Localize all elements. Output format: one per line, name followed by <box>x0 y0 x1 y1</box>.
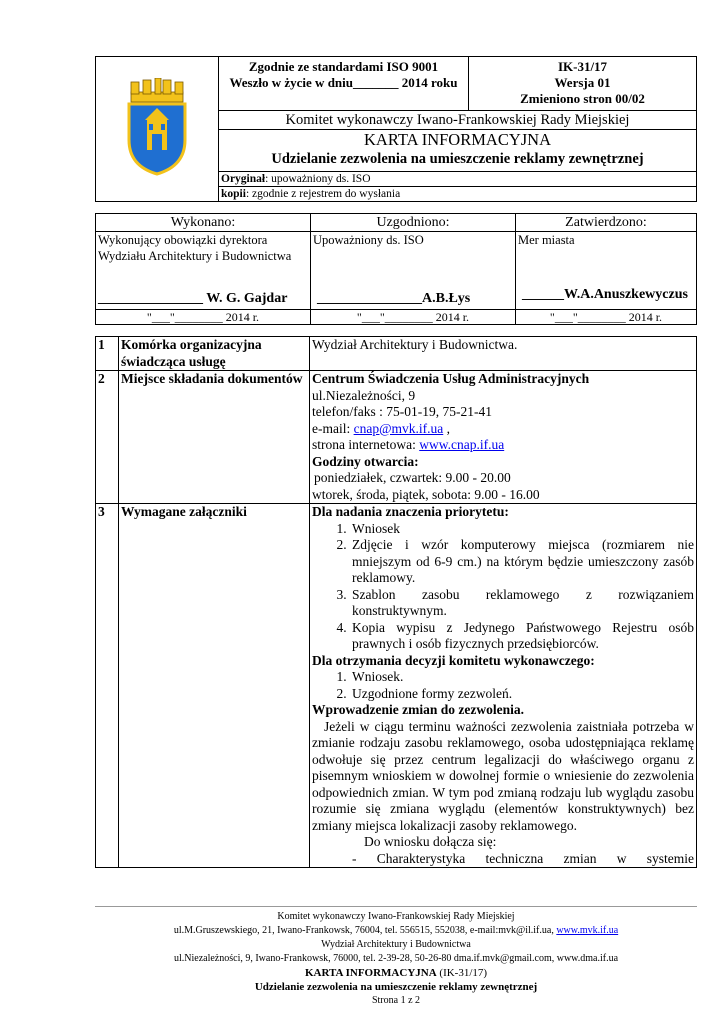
list-item: 1. Wniosek. <box>350 669 694 686</box>
row-number: 2 <box>96 371 119 504</box>
agreed-cell <box>311 232 516 310</box>
doc-changed: Zmieniono stron 00/02 <box>520 91 645 106</box>
agreed-signature: _______________A.B.Łys <box>317 291 471 306</box>
center-address: ul.Niezależności, 9 <box>312 387 416 403</box>
page-footer <box>95 906 697 1008</box>
center-name: Centrum Świadczenia Usług Administracyjnych <box>312 371 590 386</box>
info-table <box>95 336 697 868</box>
row-content: Wydział Architektury i Budownictwa. <box>310 337 697 371</box>
approved-head: Zatwierdzono: <box>516 214 697 232</box>
approved-role: Mer miasta <box>518 233 575 247</box>
changes-text: Jeżeli w ciągu terminu ważności zezwolenia zaistniała potrzeba w zmianie rodzaju zasobu reklamowego, osoba udostępniająca reklamę odwołuje się przez centrum legalizacji do właściwego organu z pisemnym wnioskiem w dowolnej formie o wniesienie do zezwolenia odpowiednich zmian. W tym pod zmianą rodzaju lub wyglądu zasobu rozumie się zmiana wyglądu (elementów konstruktywnych) bez zmiany miejsca lokalizacji zasoby reklamowego. <box>312 718 694 833</box>
iso-line-1: Zgodnie ze standardami ISO 9001 <box>248 59 439 74</box>
code-cell <box>469 57 697 111</box>
executed-date: "___"________ 2014 r. <box>96 310 311 325</box>
row-content <box>310 504 697 868</box>
iso-cell <box>219 57 469 111</box>
attach-item: - Charakterystyka techniczna zmian w systemie <box>352 850 694 866</box>
doc-code: IK-31/17 <box>557 59 608 74</box>
list-item: 2. Zdjęcie i wzór komputerowy miejsca (rozmiarem nie mniejszym od 6-9 cm.) na którym będzie umieszczony zasób reklamowy. <box>350 537 694 587</box>
hours-line-1: poniedziałek, czwartek: 9.00 - 20.00 <box>314 470 511 485</box>
web-link[interactable]: www.cnap.if.ua <box>419 437 505 452</box>
approved-cell <box>516 232 697 310</box>
copies-label: kopii <box>221 188 246 200</box>
original-text: : upoważniony ds. ISO <box>265 173 371 185</box>
doc-subtitle: Udzielanie zezwolenia na umieszczenie reklamy zewnętrznej <box>271 151 644 167</box>
iso-line-2: Weszło w życie w dniu_______ 2014 roku <box>229 75 458 90</box>
executed-role: Wykonujący obowiązki dyrektora Wydziału Architektury i Budownictwa <box>98 233 292 263</box>
committee-cell <box>219 111 697 172</box>
table-row <box>96 504 697 868</box>
footer-subtitle: Udzielanie zezwolenia na umieszczenie reklamy zewnętrznej <box>254 981 538 993</box>
list-item: 2. Uzgodnione formy zezwoleń. <box>350 686 694 703</box>
executed-cell <box>96 232 311 310</box>
row-number: 3 <box>96 504 119 868</box>
footer-code: (IK-31/17) <box>436 967 488 979</box>
row-number: 1 <box>96 337 119 371</box>
decision-list <box>312 669 694 702</box>
executed-head: Wykonano: <box>96 214 311 232</box>
agreed-date: "___"________ 2014 r. <box>311 310 516 325</box>
approved-date: "___"________ 2014 r. <box>516 310 697 325</box>
list-item: 4. Kopia wypisu z Jedynego Państwowego Rejestru osób prawnych i osób fizycznych przedsiębiorców. <box>350 620 694 653</box>
table-row <box>96 337 697 371</box>
decision-title: Dla otrzymania decyzji komitetu wykonawczego: <box>312 652 595 668</box>
footer-committee: Komitet wykonawczy Iwano-Frankowskiej Rady Miejskiej <box>277 911 515 922</box>
row-content <box>310 371 697 504</box>
email-prefix: e-mail: <box>312 420 354 436</box>
email-link[interactable]: cnap@mvk.if.ua <box>353 420 444 436</box>
list-item: 1. Wniosek <box>350 521 694 538</box>
hours-title: Godziny otwarcia: <box>312 453 419 469</box>
approved-signature: ______W.A.Anuszkewyczus <box>522 287 688 302</box>
footer-department-address: ul.Niezależności, 9, Iwano-Frankowsk, 76000, tel. 2-39-28, 50-26-80 dma.if.mvk@gmail.com, www.dma.if.ua <box>173 953 619 964</box>
priority-list <box>312 521 694 653</box>
executed-signature: _______________ W. G. Gajdar <box>98 291 288 306</box>
doc-title: KARTA INFORMACYJNA <box>363 130 551 149</box>
header-table <box>95 56 697 202</box>
hours-line-2: wtorek, środa, piątek, sobota: 9.00 - 16.00 <box>312 486 540 502</box>
footer-web-link[interactable]: www.mvk.if.ua <box>556 925 619 936</box>
attach-intro: Do wniosku dołącza się: <box>364 834 497 849</box>
table-row <box>96 371 697 504</box>
row-label: Miejsce składania dokumentów <box>119 371 310 504</box>
copies-row <box>219 187 697 202</box>
agreed-role: Upoważniony ds. ISO <box>313 233 424 247</box>
footer-address <box>95 924 697 938</box>
row-label: Komórka organizacyjna świadcząca usługę <box>119 337 310 371</box>
committee-name: Komitet wykonawczy Iwano-Frankowskiej Rady Miejskiej <box>219 111 696 130</box>
footer-title: KARTA INFORMACYJNA <box>304 967 437 979</box>
email-suffix: , <box>443 420 451 436</box>
footer-page-number: Strona 1 z 2 <box>371 995 421 1006</box>
doc-version: Wersja 01 <box>554 75 611 90</box>
original-label: Oryginał <box>221 173 266 185</box>
center-phone: telefon/faks : 75-01-19, 75-21-41 <box>312 404 492 419</box>
copies-text: : zgodnie z rejestrem do wysłania <box>245 188 401 200</box>
list-item: 3. Szablon zasobu reklamowego z rozwiązaniem konstruktywnym. <box>350 587 694 620</box>
coat-of-arms-icon <box>121 78 193 176</box>
footer-department: Wydział Architektury i Budownictwa <box>321 939 471 950</box>
original-row <box>219 172 697 187</box>
web-prefix: strona internetowa: <box>312 437 420 452</box>
coat-of-arms-cell <box>96 57 219 202</box>
changes-title: Wprowadzenie zmian do zezwolenia. <box>312 702 524 717</box>
footer-title-line <box>95 966 697 980</box>
agreed-head: Uzgodniono: <box>311 214 516 232</box>
footer-address-text: ul.M.Gruszewskiego, 21, Iwano-Frankowsk, 76004, tel. 556515, 552038, e-mail:mvk@il.if.ua, <box>173 925 557 936</box>
center-web-line <box>312 437 694 454</box>
row-label: Wymagane załączniki <box>119 504 310 868</box>
center-email-line <box>312 421 694 438</box>
signature-table <box>95 213 697 325</box>
priority-title: Dla nadania znaczenia priorytetu: <box>312 504 509 519</box>
